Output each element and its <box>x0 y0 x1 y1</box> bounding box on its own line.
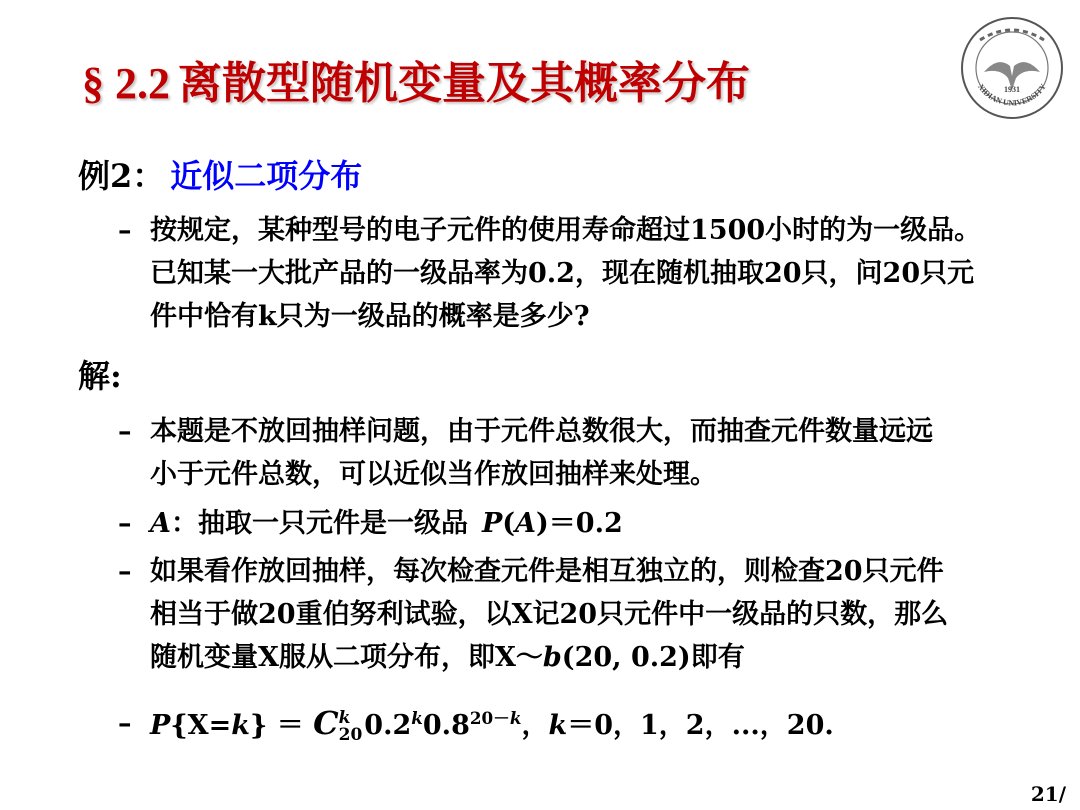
event-definition: A：抽取一只元件是一级品 P(A)＝0.2 <box>150 508 623 539</box>
example-subtitle: 近似二项分布 <box>170 157 363 195</box>
slide-title <box>82 58 750 111</box>
probability-expression: P(A)＝0.2 <box>481 508 623 539</box>
solution-line-4: 相当于做20重伯努利试验，以X记20只元件中一级品的只数，那么 <box>150 599 949 630</box>
seal-university-name: XIDIAN UNIVERSITY <box>976 82 1048 108</box>
problem-line-1: 按规定，某种型号的电子元件的使用寿命超过1500小时的为一级品。 <box>150 215 982 246</box>
solution-line-2: 小于元件总数，可以近似当作放回抽样来处理。 <box>150 459 717 490</box>
solution-line-5: 随机变量X服从二项分布，即X～b(20, 0.2)即有 <box>150 642 745 673</box>
event-text: 抽取一只元件是一级品 <box>197 508 468 539</box>
binomial-formula: P{X=k} ＝ C k 20 $0.2^k0.8^{20-k}$，k＝0，1，2，...，20. <box>150 704 834 745</box>
problem-line-3: 件中恰有k只为一级品的概率是多少? <box>150 301 590 332</box>
bullet-dash: – <box>118 416 132 447</box>
seal-year: 1931 <box>1004 85 1020 94</box>
solution-line-1: 本题是不放回抽样问题，由于元件总数很大，而抽查元件数量远远 <box>150 416 933 447</box>
xidian-university-seal-icon <box>958 14 1066 122</box>
page-number: 21/ <box>1030 782 1066 806</box>
bullet-dash: – <box>118 215 132 246</box>
solution-label: 解: <box>78 357 122 395</box>
section-title: 离散型随机变量及其概率分布 <box>178 58 750 109</box>
bullet-dash: – <box>118 556 132 587</box>
bullet-dash: – <box>118 508 132 539</box>
problem-line-2: 已知某一大批产品的一级品率为0.2，现在随机抽取20只，问20只元 <box>150 258 975 289</box>
bullet-dash: – <box>118 708 132 739</box>
solution-line-3: 如果看作放回抽样，每次检查元件是相互独立的，则检查20只元件 <box>150 556 944 587</box>
example-label: 例2： <box>78 157 165 195</box>
section-number: § 2.2 <box>82 59 170 108</box>
event-variable: A <box>150 508 171 539</box>
example-heading <box>78 156 362 196</box>
